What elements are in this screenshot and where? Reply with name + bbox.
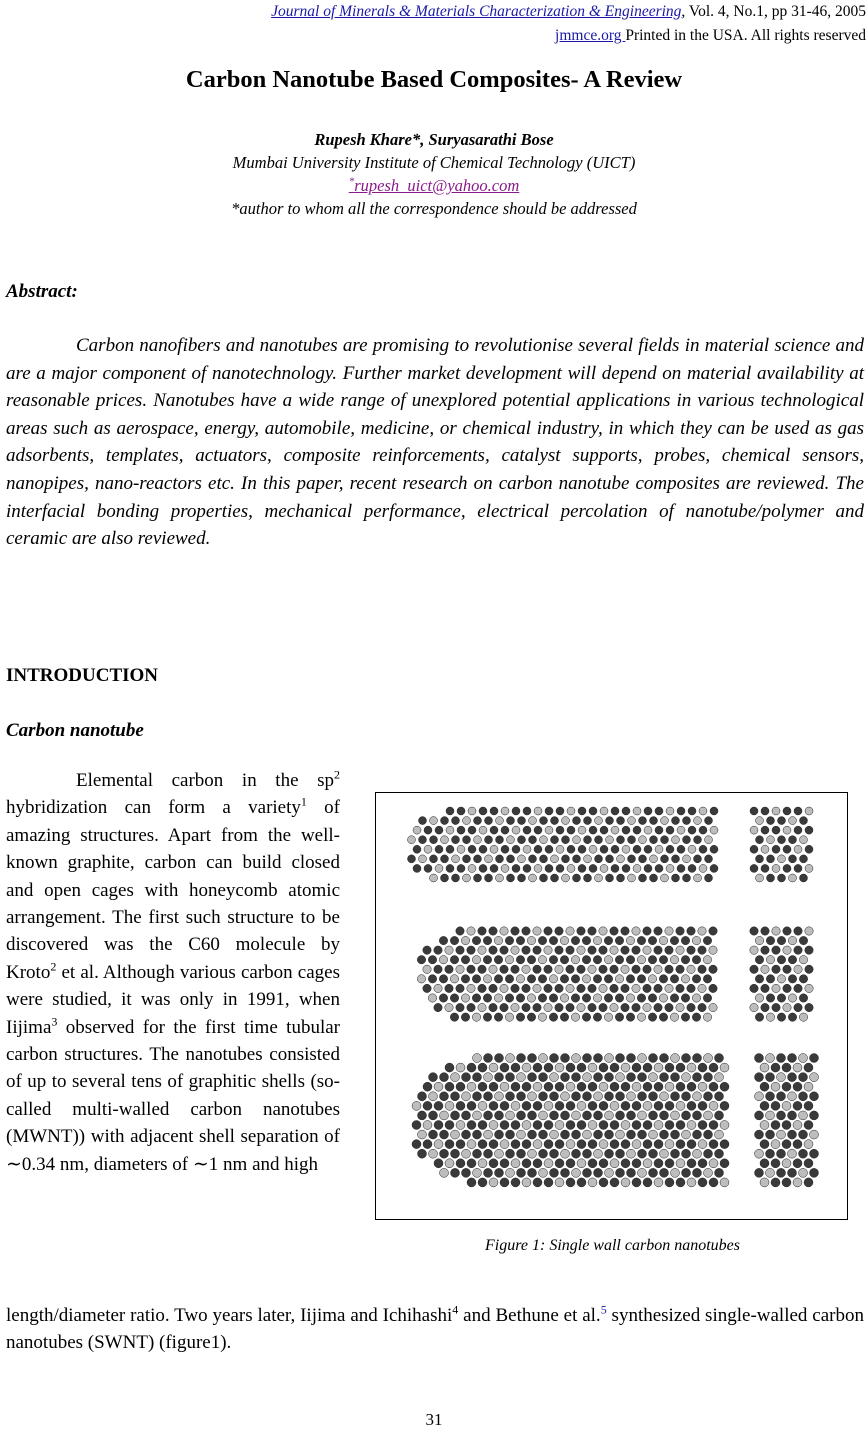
ref-sup: 1 — [300, 795, 307, 810]
para-text-c: of amazing structures. Apart from the well-known graphite, carbon can build closed and open cages with honeycomb atomic arrangement. The first such structure to be discovered was the C60 molecule by Kroto — [6, 797, 341, 983]
journal-citation: , Vol. 4, No.1, pp 31-46, 2005 — [681, 3, 866, 20]
para-text-d: et al. Although various carbon cages were studied, it was only in 1991, when Iijima — [6, 961, 340, 1038]
paper-title: Carbon Nanotube Based Composites- A Review — [185, 66, 683, 93]
affiliation: Mumbai University Institute of Chemical Technology (UICT) — [232, 153, 636, 172]
introduction-heading: INTRODUCTION — [6, 665, 159, 686]
ref-sup: 4 — [452, 1302, 459, 1317]
para-text-a: Elemental carbon in the sp — [76, 770, 334, 791]
abstract-text: Carbon nanofibers and nanotubes are promising to revolutionise several fields in material science and are a major component of nanotechnology. Further market development will depend on material availability at reasonable prices. Nanotubes have a wide range of unexplored potential applications in various technological areas such as aerospace, energy, automobile, medicine, or chemical industry, in which they can be used as gas adsorbents, templates, actuators, composite reinforcements, catalyst supports, probes, chemical sensors, nanopipes, nano-reactors etc. In this paper, recent research on carbon nanotube composites are reviewed. The interfacial bonding properties, mechanical performance, electrical percolation of nanotube/polymer and ceramic are also reviewed. — [6, 335, 864, 550]
figure-caption: Figure 1: Single wall carbon nanotubes — [485, 1237, 740, 1254]
intro-paragraph — [6, 767, 340, 1178]
page-number: 31 — [425, 1410, 443, 1429]
journal-header — [0, 0, 866, 48]
ref-sup: 2 — [50, 959, 57, 974]
abstract-heading: Abstract: — [6, 281, 78, 302]
ref-sup: 5 — [600, 1302, 607, 1317]
ref-sup: 3 — [51, 1014, 58, 1029]
rights-notice: Printed in the USA. All rights reserved — [625, 27, 866, 44]
nanotube-illustration — [376, 793, 848, 1220]
para-text-g: and Bethune et al. — [458, 1305, 601, 1326]
authors: Rupesh Khare*, Suryasarathi Bose — [314, 130, 554, 149]
email-asterisk: * — [348, 175, 355, 188]
intro-paragraph-continued — [6, 1302, 864, 1357]
email-line[interactable] — [0, 176, 868, 196]
ref-sup: 2 — [334, 767, 340, 782]
correspondence-note: *author to whom all the correspondence should be addressed — [231, 199, 637, 218]
para-text-b: hybridization can form a variety — [6, 797, 301, 819]
carbon-nanotube-subheading: Carbon nanotube — [6, 720, 144, 741]
journal-link[interactable]: Journal of Minerals & Materials Characterization & Engineering — [271, 3, 682, 20]
email-link[interactable]: rupesh_uict@yahoo.com — [354, 176, 520, 195]
para-text-f: length/diameter ratio. Two years later, Iijima and Ichihashi — [6, 1305, 453, 1326]
para-text-h: synthesized single-walled carbon nanotubes (SWNT) (figure1). — [6, 1305, 864, 1354]
para-text-e: observed for the first time tubular carbon structures. The nanotubes consisted of up to several tens of graphitic shells (so-called multi-walled carbon nanotubes (MWNT)) with adjacent shell separation of ∼0.34 nm, diameters of ∼1 nm and high — [6, 1016, 340, 1175]
site-link[interactable]: jmmce.org — [555, 27, 626, 44]
figure-1-nanotubes — [375, 792, 848, 1220]
